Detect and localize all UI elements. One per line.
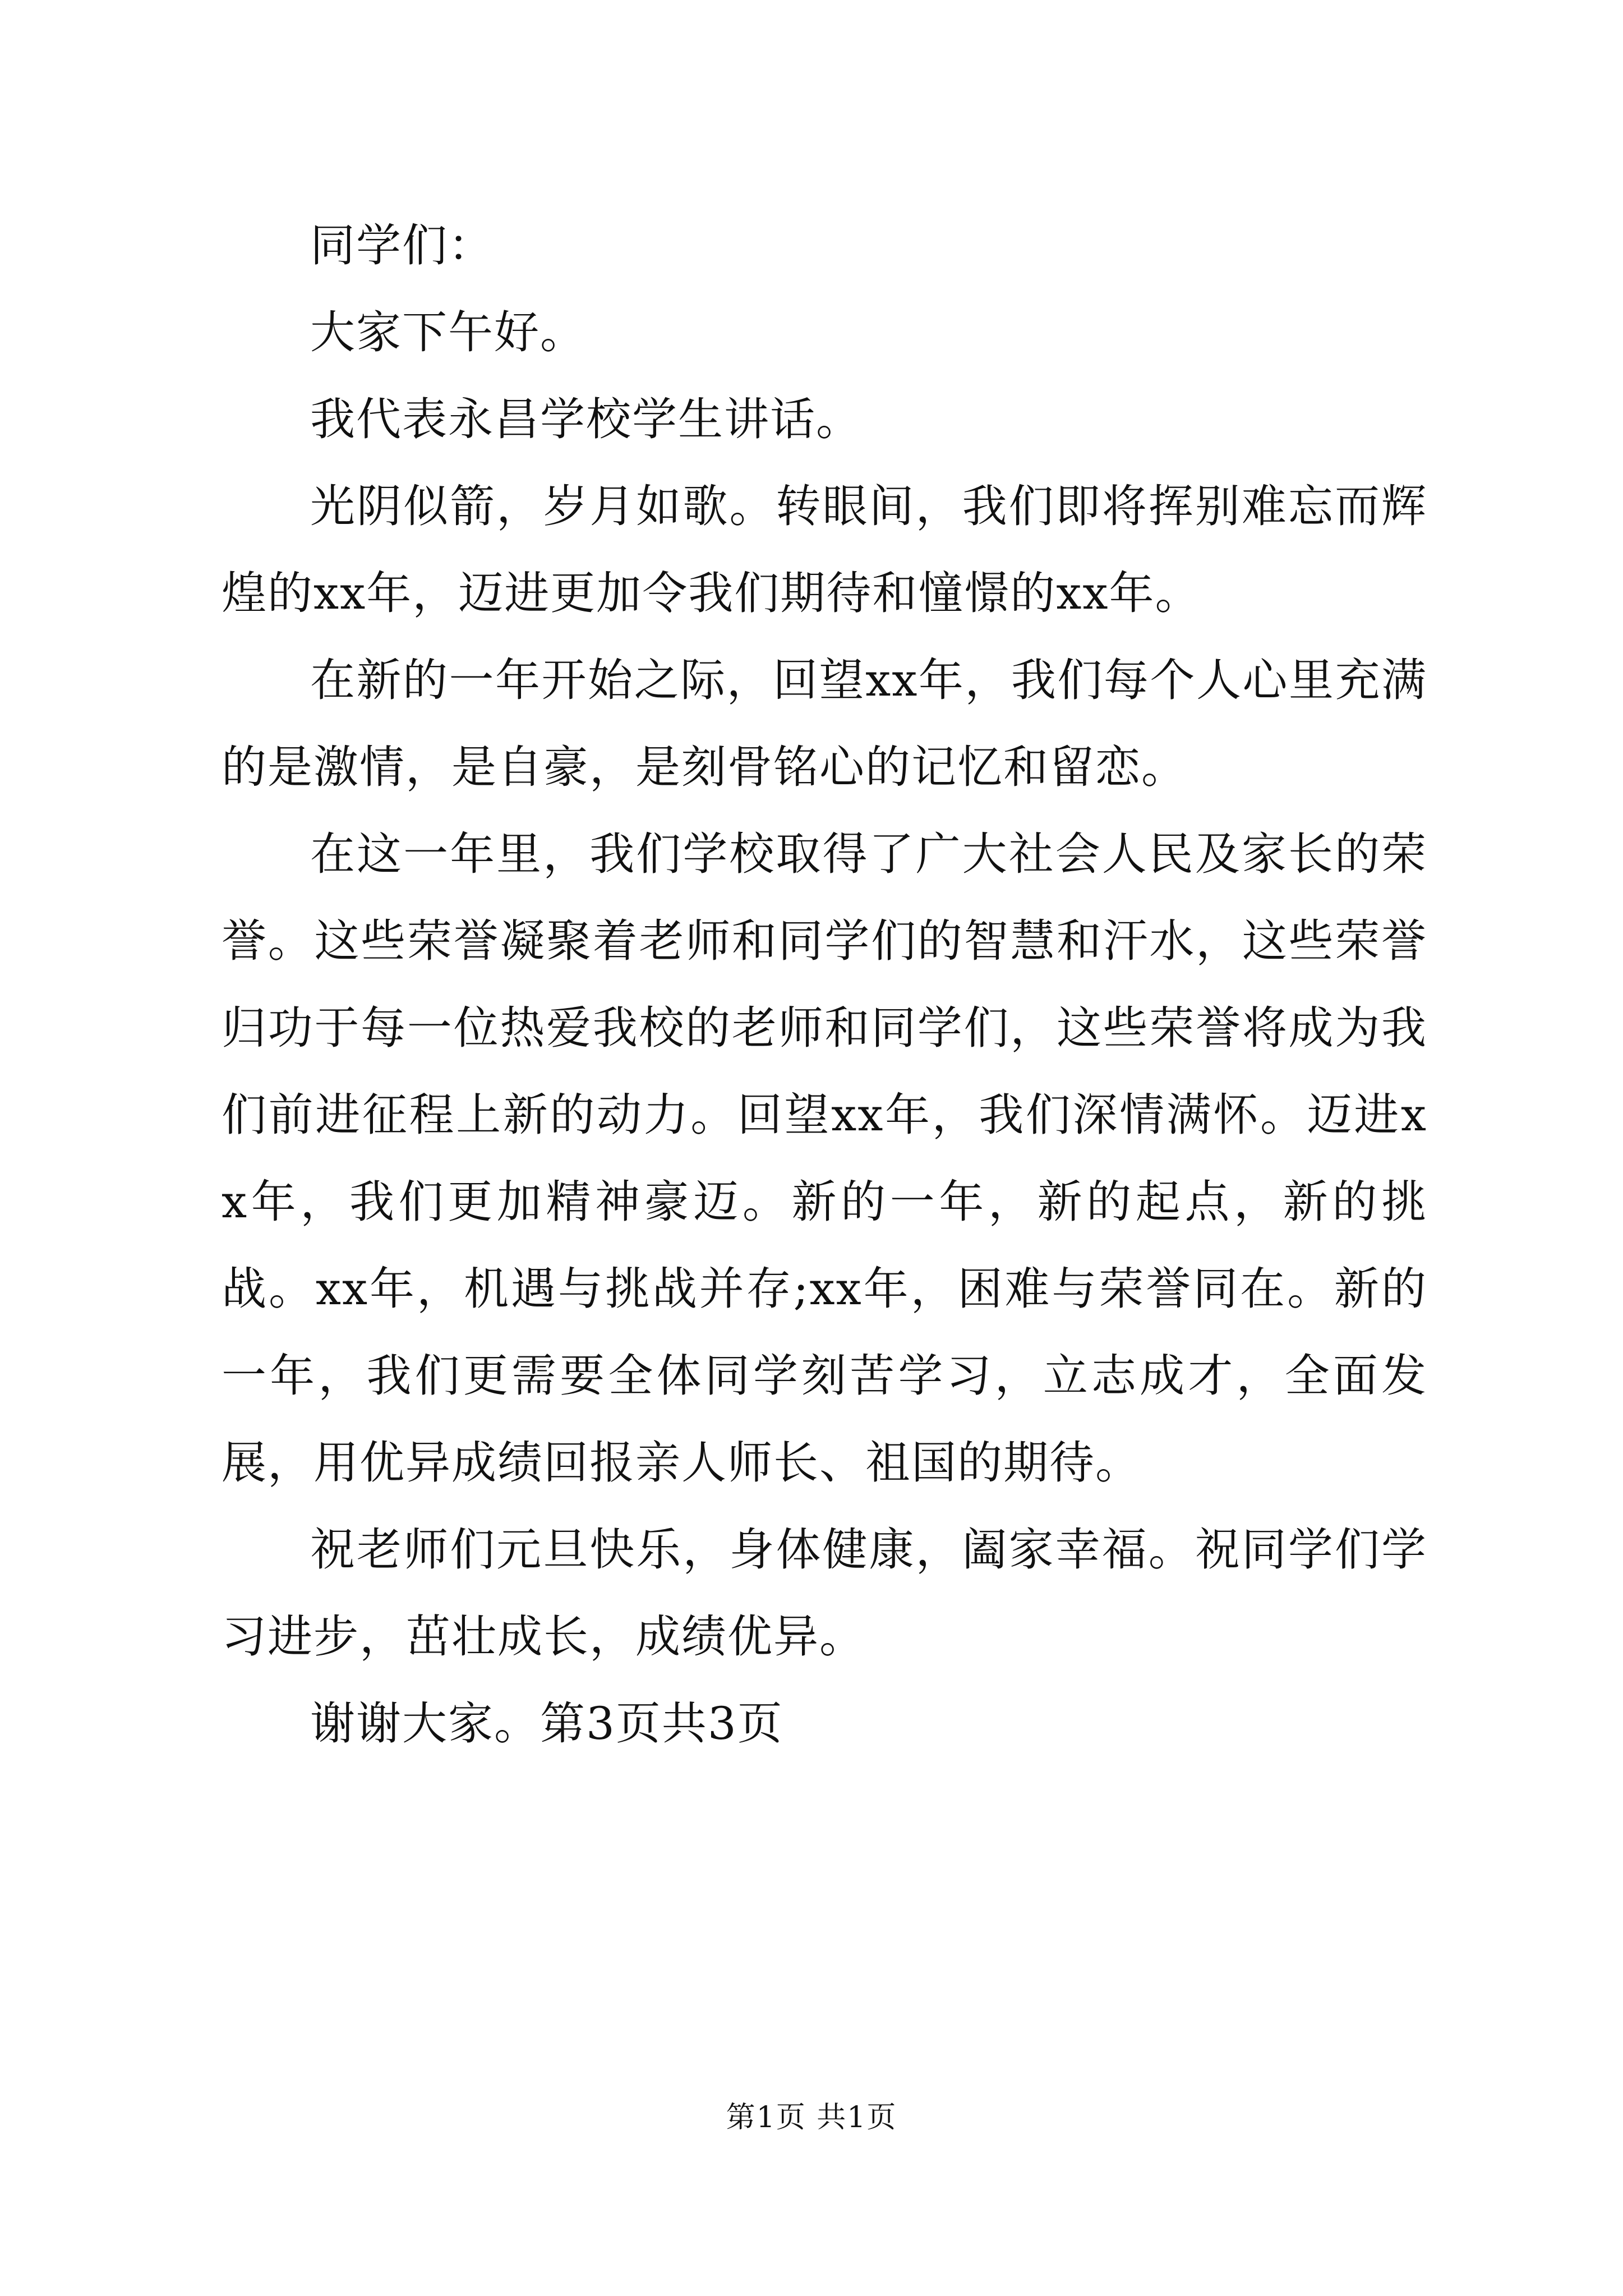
speaker-intro: 我代表永昌学校学生讲话。 [310,393,862,445]
paragraph-look-back: 在新的一年开始之际，回望xx年，我们每个人心里充满的是激情，是自豪，是刻骨铭心的记忆和留恋。 [222,654,1427,793]
salutation: 同学们： [310,219,494,272]
paragraph-honors: 在这一年里，我们学校取得了广大社会人民及家长的荣誉。这些荣誉凝聚着老师和同学们的智慧和汗水，这些荣誉归功于每一位热爱我校的老师和同学们，这些荣誉将成为我们前进征程上新的动力。回望xx年，我们深情满怀。迈进xx年，我们更加精神豪迈。新的一年，新的起点，新的挑战。xx年，机遇与挑战并存;xx年，困难与荣誉同在。新的一年，我们更需要全体同学刻苦学习，立志成才，全面发展，用优异成绩回报亲人师长、祖国的期待。 [222,828,1427,1489]
page-footer: 第1页 共1页 [726,2101,897,2134]
closing: 谢谢大家。第3页共3页 [310,1697,783,1750]
paragraph-new-year: 光阴似箭，岁月如歌。转眼间，我们即将挥别难忘而辉煌的xx年，迈进更加令我们期待和憧憬的xx年。 [222,480,1427,619]
document-body [222,202,1427,1767]
paragraph-wishes: 祝老师们元旦快乐，身体健康，阖家幸福。祝同学们学习进步，茁壮成长，成绩优异。 [222,1524,1427,1663]
greeting: 大家下午好。 [310,306,586,358]
